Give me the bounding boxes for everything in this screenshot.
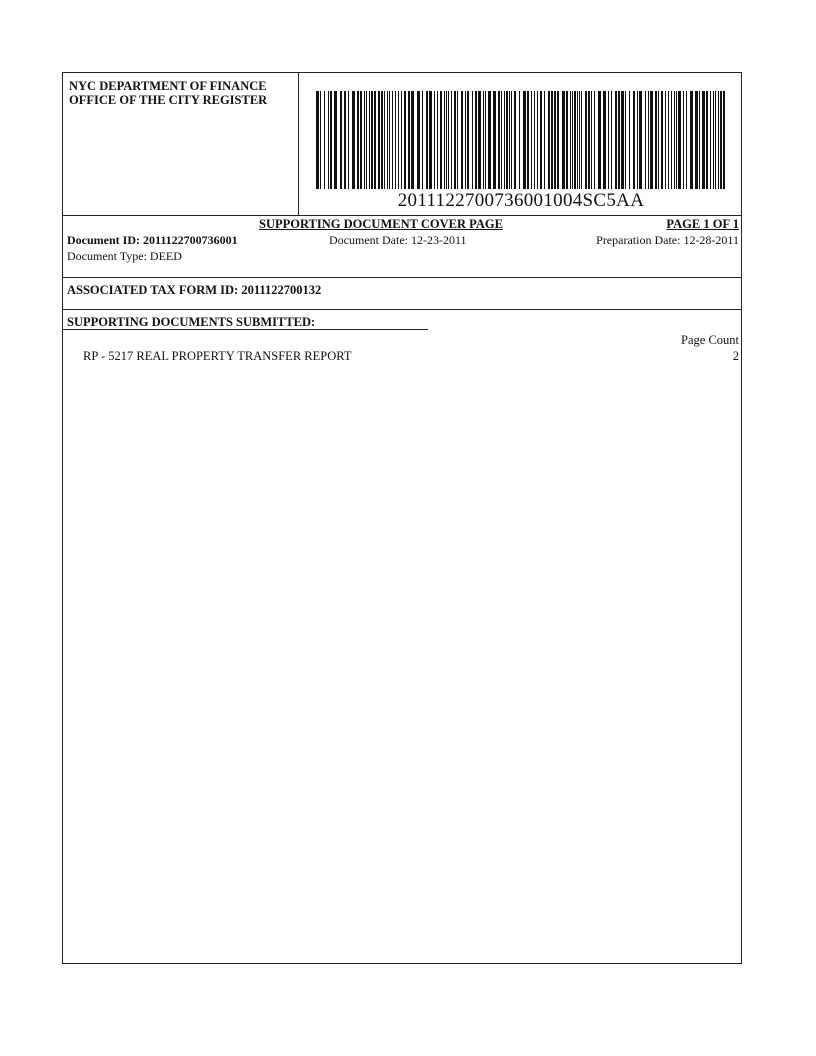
barcode-bar: [366, 91, 367, 189]
barcode-bar: [674, 91, 675, 189]
barcode-bar: [501, 91, 502, 189]
barcode-bar: [572, 91, 573, 189]
barcode-bar: [426, 91, 428, 189]
barcode-bar: [417, 91, 420, 189]
barcode-bar: [422, 91, 423, 189]
barcode-bar: [519, 91, 520, 189]
barcode-bar: [404, 91, 406, 189]
barcode-bar: [710, 91, 711, 189]
barcode-bar: [608, 91, 609, 189]
barcode-bar: [467, 91, 469, 189]
barcode-bar: [720, 91, 722, 189]
barcode-bar: [706, 91, 708, 189]
barcode-bar: [485, 91, 486, 189]
barcode-bar: [381, 91, 383, 189]
barcode-number: 2011122700736001004SC5AA: [397, 190, 645, 211]
barcode-bar: [668, 91, 669, 189]
page-indicator: PAGE 1 OF 1: [666, 217, 739, 231]
barcode-bar: [330, 91, 332, 189]
agency-line-2: OFFICE OF THE CITY REGISTER: [69, 93, 268, 107]
barcode-bar: [440, 91, 442, 189]
barcode-bar: [511, 91, 512, 189]
barcode-bar: [598, 91, 601, 189]
barcode-bar: [671, 91, 672, 189]
barcode-bar: [625, 91, 626, 189]
barcode-bar: [551, 91, 553, 189]
barcode-bar: [392, 91, 393, 189]
barcode-bar: [574, 91, 576, 189]
cover-page-frame: [62, 72, 742, 964]
barcode-bar: [465, 91, 466, 189]
barcode-bar: [591, 91, 592, 189]
barcode-bar: [348, 91, 349, 189]
barcode-bar: [702, 91, 705, 189]
barcode-bar: [658, 91, 659, 189]
barcode-bar: [320, 91, 321, 189]
associated-tax-form-id: ASSOCIATED TAX FORM ID: 2011122700132: [67, 283, 322, 297]
barcode-bar: [498, 91, 500, 189]
barcode-bar: [448, 91, 449, 189]
barcode-bar: [648, 91, 649, 189]
barcode-bar: [531, 91, 532, 189]
barcode-bar: [678, 91, 681, 189]
barcode-bar: [661, 91, 663, 189]
barcode-bar: [514, 91, 516, 189]
barcode-bar: [523, 91, 526, 189]
cover-title: SUPPORTING DOCUMENT COVER PAGE: [259, 217, 503, 231]
barcode-bar: [690, 91, 693, 189]
barcode-bar: [566, 91, 568, 189]
barcode-bar: [364, 91, 365, 189]
barcode-bar: [506, 91, 508, 189]
divider: [63, 309, 741, 310]
barcode-bar: [557, 91, 559, 189]
barcode-bar: [686, 91, 687, 189]
barcode-bar: [389, 91, 390, 189]
barcode-bar: [504, 91, 505, 189]
barcode-bar: [715, 91, 716, 189]
barcode-bar: [488, 91, 491, 189]
barcode-bar: [472, 91, 473, 189]
barcode-bar: [446, 91, 447, 189]
barcode-bar: [509, 91, 510, 189]
barcode-bar: [562, 91, 565, 189]
divider: [63, 329, 428, 330]
barcode-bar: [611, 91, 612, 189]
barcode-bar: [548, 91, 550, 189]
preparation-date: Preparation Date: 12-28-2011: [596, 233, 739, 247]
supporting-document-name: RP - 5217 REAL PROPERTY TRANSFER REPORT: [83, 349, 352, 363]
barcode-bar: [371, 91, 373, 189]
barcode-bar: [655, 91, 657, 189]
barcode-bar: [718, 91, 719, 189]
barcode-area: [299, 73, 743, 215]
barcode-bar: [360, 91, 362, 189]
barcode-bar: [387, 91, 388, 189]
barcode-bar: [723, 91, 725, 189]
agency-line-1: NYC DEPARTMENT OF FINANCE: [69, 79, 267, 93]
barcode-bar: [621, 91, 624, 189]
supporting-documents-heading: SUPPORTING DOCUMENTS SUBMITTED:: [67, 315, 316, 329]
agency-header: [63, 73, 299, 215]
barcode-bar: [352, 91, 355, 189]
barcode-bar: [618, 91, 620, 189]
barcode-bar: [534, 91, 535, 189]
barcode-bar: [493, 91, 496, 189]
barcode-bar: [645, 91, 646, 189]
barcode-bar: [537, 91, 538, 189]
barcode-bar: [451, 91, 452, 189]
barcode-bar: [411, 91, 414, 189]
barcode-bar: [316, 91, 319, 189]
supporting-document-page-count: 2: [732, 349, 739, 363]
barcode-bar: [444, 91, 445, 189]
barcode-bar: [429, 91, 432, 189]
barcode-bar: [650, 91, 653, 189]
barcode-bar: [594, 91, 595, 189]
barcode-bar: [713, 91, 714, 189]
barcode-bar: [454, 91, 456, 189]
divider: [63, 277, 741, 278]
barcode-bar: [588, 91, 590, 189]
page-count-header: Page Count: [681, 333, 739, 347]
barcode-bar: [384, 91, 385, 189]
barcode-bar: [340, 91, 342, 189]
barcode-bar: [395, 91, 396, 189]
barcode-bar: [683, 91, 684, 189]
barcode-bar: [457, 91, 458, 189]
barcode-bar: [357, 91, 359, 189]
barcode-bar: [344, 91, 346, 189]
cover-title-row: [63, 216, 741, 232]
barcode-bar: [570, 91, 571, 189]
barcode-bar: [615, 91, 617, 189]
barcode-bar: [639, 91, 642, 189]
barcode-bar: [577, 91, 578, 189]
barcode-bar: [398, 91, 399, 189]
barcode-bar: [434, 91, 435, 189]
barcode-bar: [633, 91, 635, 189]
barcode-bar: [378, 91, 380, 189]
document-date: Document Date: 12-23-2011: [329, 233, 467, 247]
barcode-bar: [334, 91, 337, 189]
document-type: Document Type: DEED: [67, 249, 182, 263]
barcode-bar: [540, 91, 542, 189]
barcode-bar: [581, 91, 582, 189]
barcode-bar: [544, 91, 545, 189]
barcode-bar: [328, 91, 329, 189]
barcode-bar: [437, 91, 438, 189]
barcode-bar: [475, 91, 477, 189]
barcode-bar: [695, 91, 698, 189]
barcode-bar: [527, 91, 529, 189]
barcode-bar: [637, 91, 638, 189]
barcode-image: [316, 91, 726, 189]
barcode-bar: [483, 91, 484, 189]
barcode-bar: [579, 91, 580, 189]
barcode-bar: [554, 91, 556, 189]
barcode-bar: [374, 91, 376, 189]
document-id: Document ID: 2011122700736001: [67, 233, 238, 247]
barcode-bar: [461, 91, 463, 189]
barcode-bar: [603, 91, 606, 189]
barcode-bar: [676, 91, 677, 189]
barcode-bar: [324, 91, 325, 189]
barcode-bar: [369, 91, 370, 189]
barcode-bar: [629, 91, 630, 189]
barcode-bar: [401, 91, 402, 189]
barcode-bar: [699, 91, 700, 189]
barcode-bar: [478, 91, 481, 189]
barcode-bar: [408, 91, 410, 189]
barcode-bar: [665, 91, 666, 189]
barcode-bar: [585, 91, 587, 189]
